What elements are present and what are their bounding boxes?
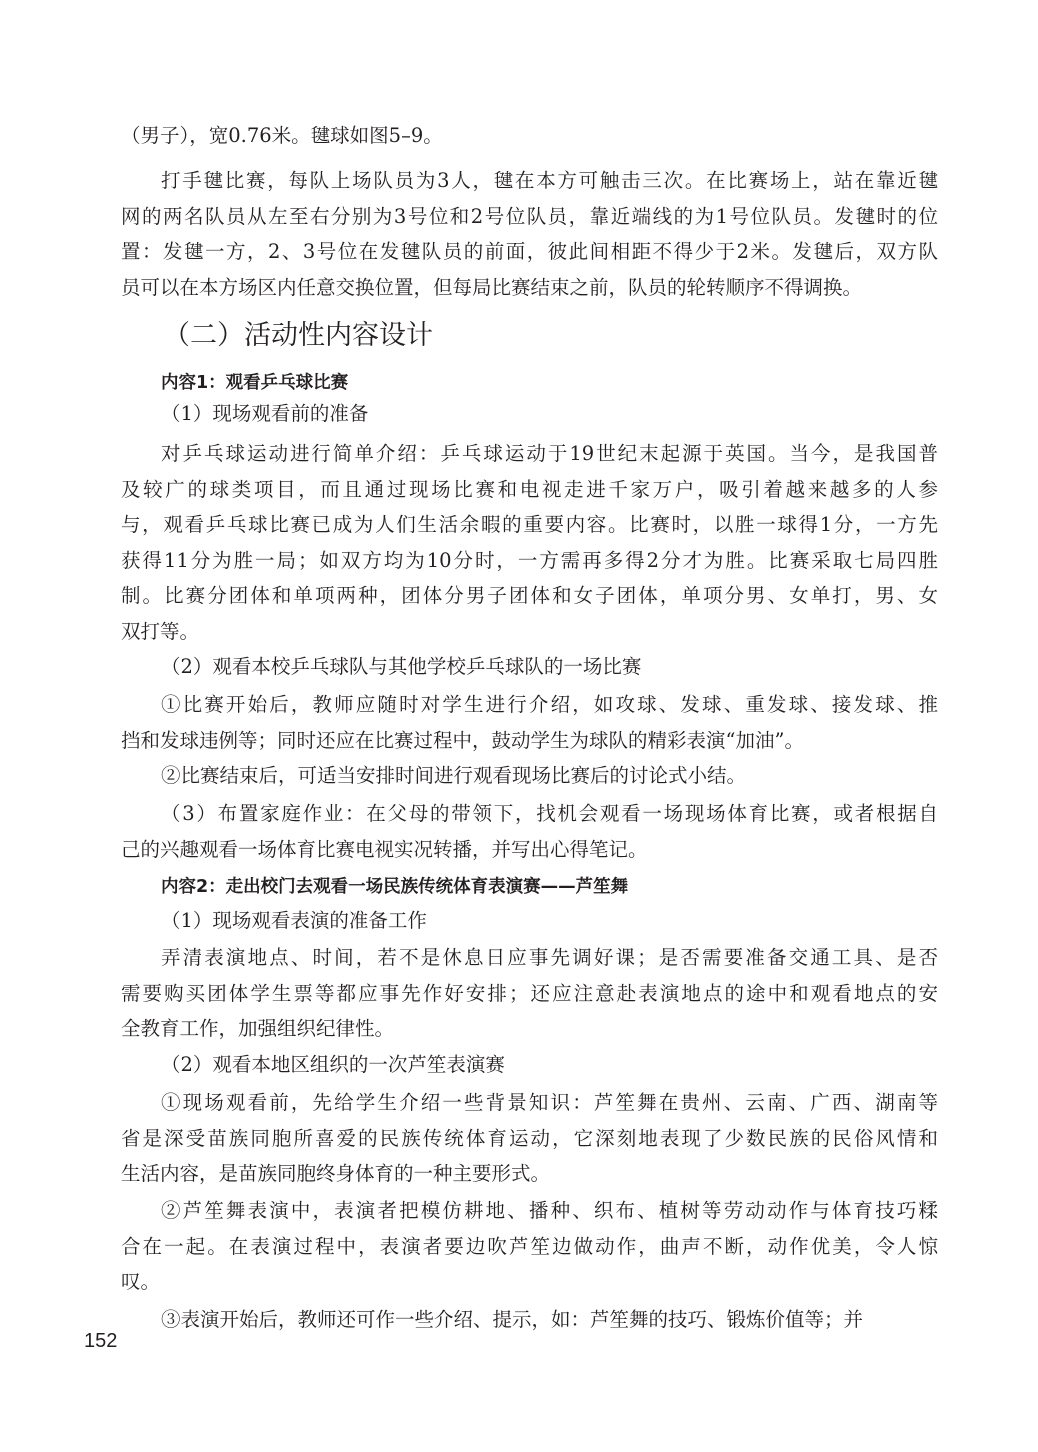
paragraph-line: 双打等。 — [121, 620, 200, 643]
paragraph-line: 生活内容，是苗族同胞终身体育的一种主要形式。 — [121, 1162, 551, 1186]
paragraph-line: 制。比赛分团体和单项两种，团体分男子团体和女子团体，单项分男、女单打，男、女 — [121, 584, 938, 608]
paragraph-line: ③表演开始后，教师还可作一些介绍、提示，如：芦笙舞的技巧、锻炼价值等；并 — [161, 1308, 864, 1331]
paragraph-line: 己的兴趣观看一场体育比赛电视实况转播，并写出心得笔记。 — [121, 837, 648, 861]
subheading: （1）现场观看表演的准备工作 — [161, 909, 427, 932]
paragraph-line: 叹。 — [121, 1270, 161, 1294]
subheading: （1）现场观看前的准备 — [161, 402, 369, 425]
content-heading: 内容1：观看乒乓球比赛 — [161, 373, 349, 393]
paragraph-line: ①比赛开始后，教师应随时对学生进行介绍，如攻球、发球、重发球、接发球、推 — [161, 693, 938, 716]
paragraph-line: 置：发毽一方，2、3号位在发毽队员的前面，彼此间相距不得少于2米。发毽后，双方队 — [121, 240, 938, 264]
paragraph-line: 打手毽比赛，每队上场队员为3人，毽在本方可触击三次。在比赛场上，站在靠近毽 — [161, 169, 938, 192]
paragraph-line: ②比赛结束后，可适当安排时间进行观看现场比赛后的讨论式小结。 — [161, 764, 747, 787]
paragraph-line: 与，观看乒乓球比赛已成为人们生活余暇的重要内容。比赛时，以胜一球得1分，一方先 — [121, 513, 938, 537]
paragraph-line: （3）布置家庭作业：在父母的带领下，找机会观看一场现场体育比赛，或者根据自 — [161, 802, 938, 825]
paragraph-line: 弄清表演地点、时间，若不是休息日应事先调好课；是否需要准备交通工具、是否 — [161, 946, 938, 969]
paragraph-line: 全教育工作，加强组织纪律性。 — [121, 1017, 395, 1041]
paragraph-line: 对乒乓球运动进行简单介绍：乒乓球运动于19世纪末起源于英国。当今，是我国普 — [161, 442, 938, 465]
paragraph-line: ①现场观看前，先给学生介绍一些背景知识：芦笙舞在贵州、云南、广西、湖南等 — [161, 1091, 938, 1114]
section-heading: （二）活动性内容设计 — [163, 320, 433, 351]
paragraph-line: ②芦笙舞表演中，表演者把模仿耕地、播种、织布、植树等劳动动作与体育技巧糅 — [161, 1199, 938, 1222]
paragraph-line: 网的两名队员从左至右分别为3号位和2号位队员，靠近端线的为1号位队员。发毽时的位 — [121, 204, 938, 228]
content-heading: 内容2：走出校门去观看一场民族传统体育表演赛——芦笙舞 — [161, 877, 629, 897]
subheading: （2）观看本地区组织的一次芦笙表演赛 — [161, 1053, 505, 1076]
paragraph-line: 省是深受苗族同胞所喜爱的民族传统体育运动，它深刻地表现了少数民族的民俗风情和 — [121, 1126, 938, 1150]
page-number: 152 — [84, 1330, 118, 1352]
paragraph-line: 合在一起。在表演过程中，表演者要边吹芦笙边做动作，曲声不断，动作优美，令人惊 — [121, 1234, 938, 1258]
paragraph-line: 员可以在本方场区内任意交换位置，但每局比赛结束之前，队员的轮转顺序不得调换。 — [121, 275, 863, 299]
paragraph-line: 及较广的球类项目，而且通过现场比赛和电视走进千家万户，吸引着越来越多的人参 — [121, 477, 938, 501]
paragraph-line: 需要购买团体学生票等都应事先作好安排；还应注意赴表演地点的途中和观看地点的安 — [121, 981, 938, 1005]
paragraph-line: （男子），宽0.76米。毽球如图5–9。 — [121, 124, 443, 147]
subheading: （2）观看本校乒乓球队与其他学校乒乓球队的一场比赛 — [161, 655, 642, 678]
paragraph-line: 挡和发球违例等；同时还应在比赛过程中，鼓动学生为球队的精彩表演“加油”。 — [121, 728, 804, 752]
paragraph-line: 获得11分为胜一局；如双方均为10分时，一方需再多得2分才为胜。比赛采取七局四胜 — [121, 548, 938, 572]
